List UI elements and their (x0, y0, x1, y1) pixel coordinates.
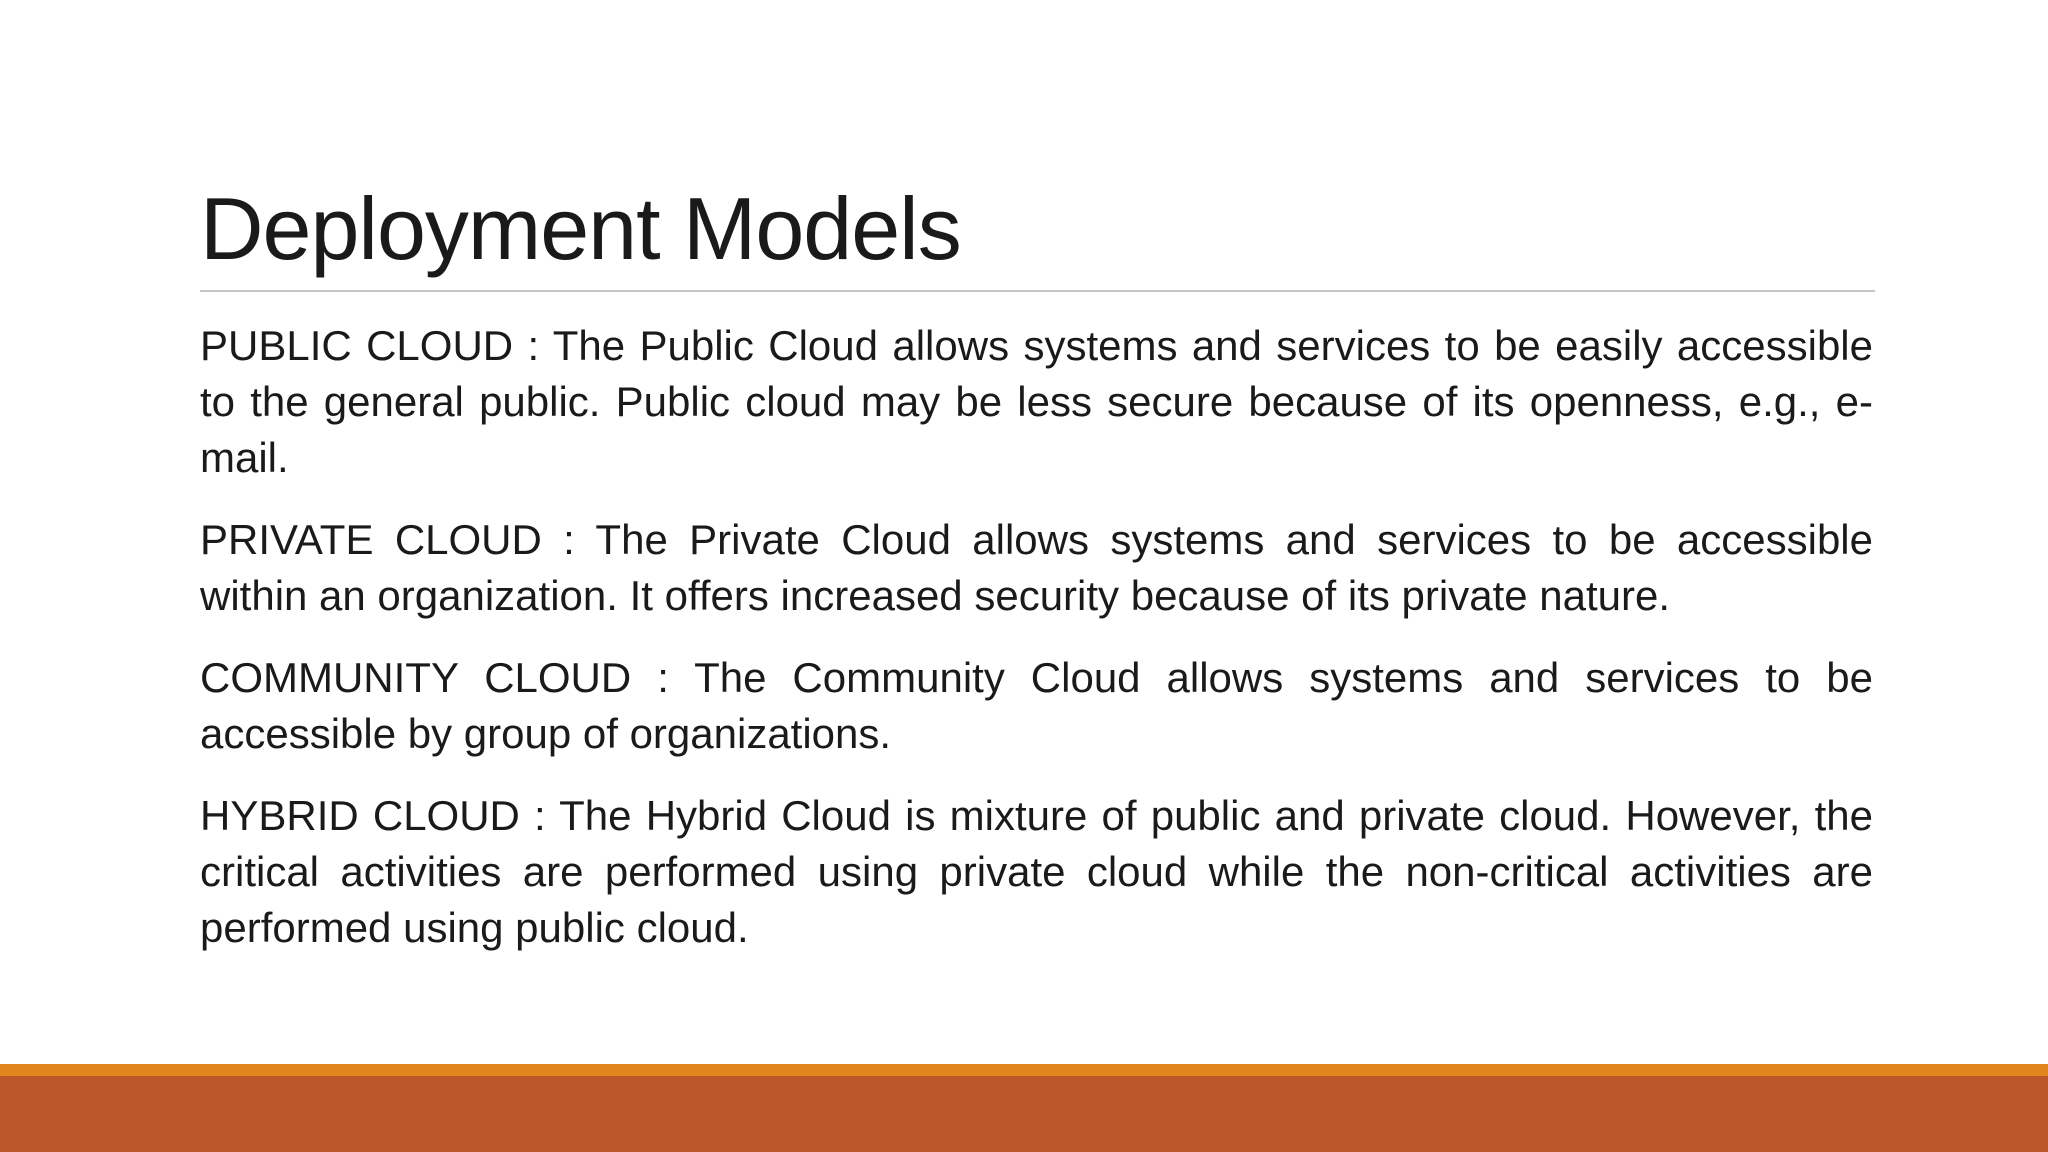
slide-body (200, 318, 1873, 982)
slide-title: Deployment Models (200, 179, 961, 278)
paragraph-public-cloud: PUBLIC CLOUD : The Public Cloud allows systems and services to be easily accessible to the general public. Public cloud may be less secure because of its openness, e.g., e-mail. (200, 322, 1873, 481)
footer-band (0, 1076, 2048, 1152)
paragraph-community-cloud: COMMUNITY CLOUD : The Community Cloud allows systems and services to be accessible by group of organizations. (200, 654, 1873, 757)
footer-accent-stripe (0, 1064, 2048, 1076)
paragraph-hybrid-cloud: HYBRID CLOUD : The Hybrid Cloud is mixture of public and private cloud. However, the critical activities are performed using private cloud while the non-critical activities are performed using public cloud. (200, 792, 1873, 951)
paragraph-private-cloud: PRIVATE CLOUD : The Private Cloud allows systems and services to be accessible within an organization. It offers increased security because of its private nature. (200, 516, 1873, 619)
title-divider (200, 290, 1875, 292)
